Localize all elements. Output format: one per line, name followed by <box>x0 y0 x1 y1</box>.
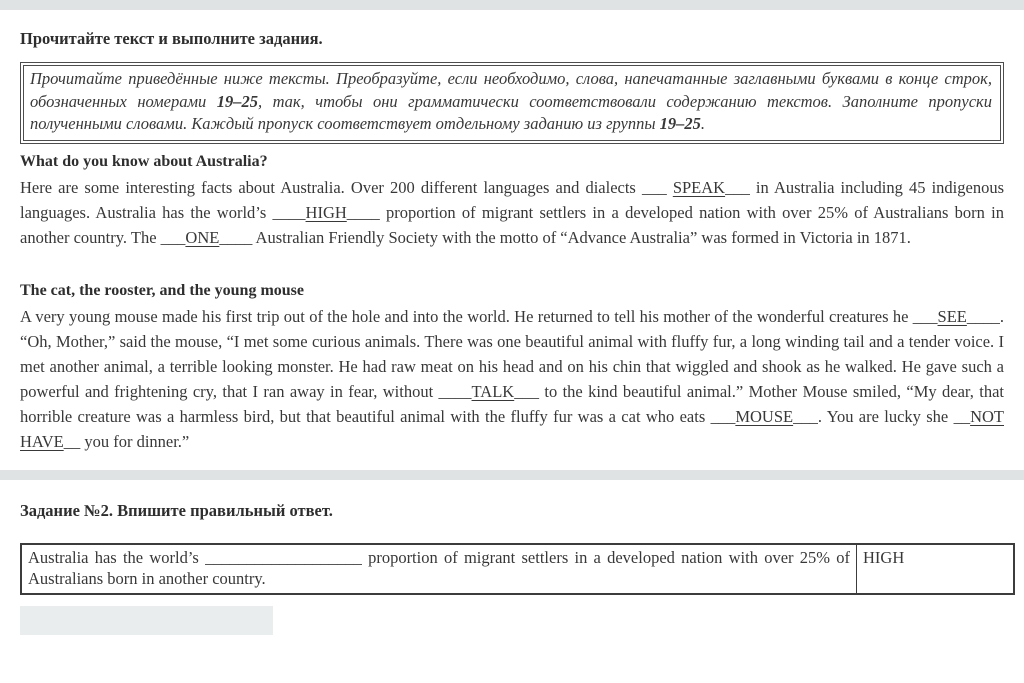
instruction-segment: . <box>700 114 706 133</box>
text-block-australia <box>20 151 1004 250</box>
instruction-task-range: 19–25 <box>659 114 701 133</box>
text-heading-australia: What do you know about Australia? <box>20 152 268 170</box>
task-question-table <box>20 543 1015 595</box>
gap-word-speak: SPEAK <box>672 177 726 197</box>
section-divider <box>0 470 1024 480</box>
passage-segment: ___ in Australia including 45 indigenous languages. Australia has the world’s ____ <box>20 177 1004 222</box>
passage-segment: ____ Australian Friendly Society with the motto of “Advance Australia” was formed in Victoria in 1871. <box>219 227 911 247</box>
gap-word-see: SEE <box>937 306 967 326</box>
instruction-text <box>23 65 1001 141</box>
instruction-task-range: 19–25 <box>216 91 258 111</box>
exercise-section <box>0 29 1024 454</box>
passage-segment: ___. You are lucky she __ <box>793 406 971 426</box>
text-heading-mouse: The cat, the rooster, and the young mouse <box>20 281 305 299</box>
instruction-segment: , так, чтобы они грамматически соответствовали содержанию текстов. Заполните пропуски полученными словами. Каждый пропуск соответствует отдельному заданию из группы <box>30 91 993 133</box>
gap-word-talk: TALK <box>471 381 515 401</box>
gap-word-one: ONE <box>185 227 220 247</box>
text-block-mouse <box>20 280 1004 454</box>
passage-segment: Here are some interesting facts about Australia. Over 200 different languages and dialects ___ <box>20 177 673 197</box>
passage-australia <box>20 175 1004 250</box>
gap-word-high: HIGH <box>305 202 347 222</box>
page-top-divider <box>0 0 1024 10</box>
passage-mouse <box>20 304 1004 454</box>
table-row <box>21 544 1014 594</box>
instruction-segment: Прочитайте приведённые ниже тексты. Преобразуйте, если необходимо, слова, напечатанные заглавными буквами в конце строк, обозначенных номерами <box>30 69 992 111</box>
gap-word-mouse: MOUSE <box>735 406 794 426</box>
passage-segment: ____ proportion of migrant settlers in a developed nation with over 25% of Australians born in another country. The ___ <box>20 202 1004 247</box>
keyword-cell: HIGH <box>857 544 1015 594</box>
task2-heading: Задание №2. Впишите правильный ответ. <box>20 500 333 520</box>
passage-segment: ____. “Oh, Mother,” said the mouse, “I met some curious animals. There was one beautiful animal with fluffy fur, a long winding tail and a tender voice. I met another animal, a terrible looking monster. He had raw meat on his head and on his chin that wiggled and shook as he walked. He gave such a powerful and frightening cry, that I ran away in fear, without ____ <box>20 306 1004 401</box>
passage-segment: A very young mouse made his first trip out of the hole and into the world. He returned to tell his mother of the wonderful creatures he ___ <box>20 306 938 326</box>
answer-input[interactable] <box>20 606 273 635</box>
task2-section <box>0 501 1024 635</box>
page-title: Прочитайте текст и выполните задания. <box>20 29 323 48</box>
question-cell: Australia has the world’s ___________________ proportion of migrant settlers in a developed nation with over 25% of Australians born in another country. <box>21 544 857 594</box>
instruction-box <box>20 62 1004 144</box>
gap-word-not-have: NOT HAVE <box>20 406 1004 451</box>
passage-segment: __ you for dinner.” <box>63 431 190 451</box>
passage-segment: ___ to the kind beautiful animal.” Mother Mouse smiled, “My dear, that horrible creature was a harmless bird, but that beautiful animal with the fluffy fur was a cat who eats ___ <box>20 381 1004 426</box>
